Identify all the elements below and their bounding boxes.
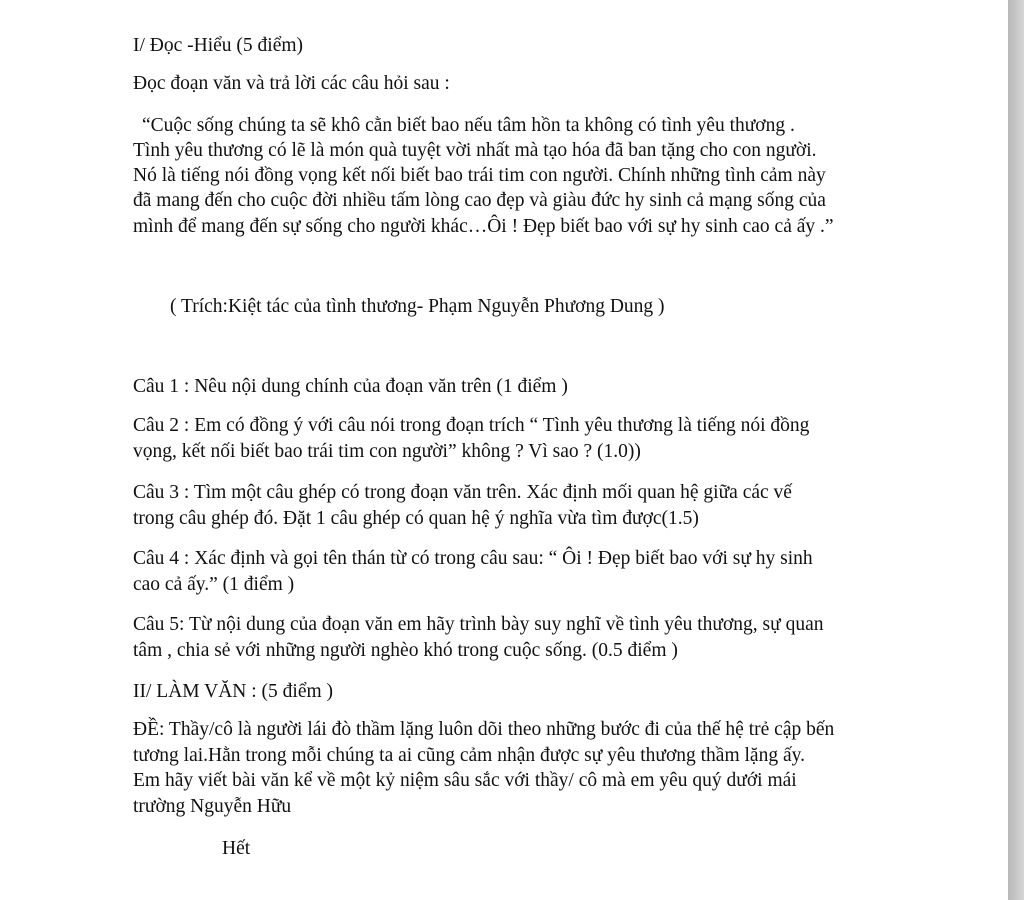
question-line: Câu 4 : Xác định và gọi tên thán từ có trong câu sau: “ Ôi ! Đẹp biết bao với sự hy sinh bbox=[133, 548, 813, 569]
passage-line: Nó là tiếng nói đồng vọng kết nối biết bao trái tim con người. Chính những tình cảm này bbox=[133, 165, 826, 186]
section2-heading: II/ LÀM VĂN : (5 điểm ) bbox=[133, 681, 334, 702]
instruction-text: Đọc đoạn văn và trả lời các câu hỏi sau : bbox=[133, 73, 450, 94]
end-marker: Hết bbox=[222, 838, 251, 859]
page-edge-shadow bbox=[1008, 0, 1024, 900]
question-line: Câu 1 : Nêu nội dung chính của đoạn văn trên (1 điểm ) bbox=[133, 376, 568, 397]
passage-line: Tình yêu thương có lẽ là món quà tuyệt vời nhất mà tạo hóa đã ban tặng cho con người. bbox=[133, 140, 817, 161]
prompt-line: trường Nguyễn Hữu bbox=[133, 796, 292, 817]
question-line: trong câu ghép đó. Đặt 1 câu ghép có quan hệ ý nghĩa vừa tìm được(1.5) bbox=[133, 508, 699, 529]
question-line: Câu 3 : Tìm một câu ghép có trong đoạn văn trên. Xác định mối quan hệ giữa các vế bbox=[133, 482, 792, 503]
citation: ( Trích:Kiệt tác của tình thương- Phạm Nguyễn Phương Dung ) bbox=[170, 296, 665, 317]
section1-heading: I/ Đọc -Hiểu (5 điểm) bbox=[133, 35, 304, 56]
question-line: Câu 5: Từ nội dung của đoạn văn em hãy trình bày suy nghĩ về tình yêu thương, sự quan bbox=[133, 614, 824, 635]
passage-line: “Cuộc sống chúng ta sẽ khô cằn biết bao nếu tâm hồn ta không có tình yêu thương . bbox=[142, 115, 795, 136]
question-line: vọng, kết nối biết bao trái tim con người” không ? Vì sao ? (1.0)) bbox=[133, 441, 641, 462]
question-line: Câu 2 : Em có đồng ý với câu nói trong đoạn trích “ Tình yêu thương là tiếng nói đồng bbox=[133, 415, 810, 436]
prompt-line: ĐỀ: Thầy/cô là người lái đò thầm lặng luôn dõi theo những bước đi của thế hệ trẻ cập bến bbox=[133, 719, 835, 740]
passage-line: mình để mang đến sự sống cho người khác…Ôi ! Đẹp biết bao với sự hy sinh cao cả ấy .” bbox=[133, 216, 834, 237]
prompt-line: Em hãy viết bài văn kể về một kỷ niệm sâu sắc với thầy/ cô mà em yêu quý dưới mái bbox=[133, 770, 797, 791]
prompt-line: tương lai.Hằn trong mỗi chúng ta ai cũng cảm nhận được sự yêu thương thầm lặng ấy. bbox=[133, 745, 805, 766]
passage-line: đã mang đến cho cuộc đời nhiều tấm lòng cao đẹp và giàu đức hy sinh cả mạng sống của bbox=[133, 190, 826, 211]
question-line: cao cả ấy.” (1 điểm ) bbox=[133, 574, 295, 595]
question-line: tâm , chia sẻ với những người nghèo khó trong cuộc sống. (0.5 điểm ) bbox=[133, 640, 678, 661]
